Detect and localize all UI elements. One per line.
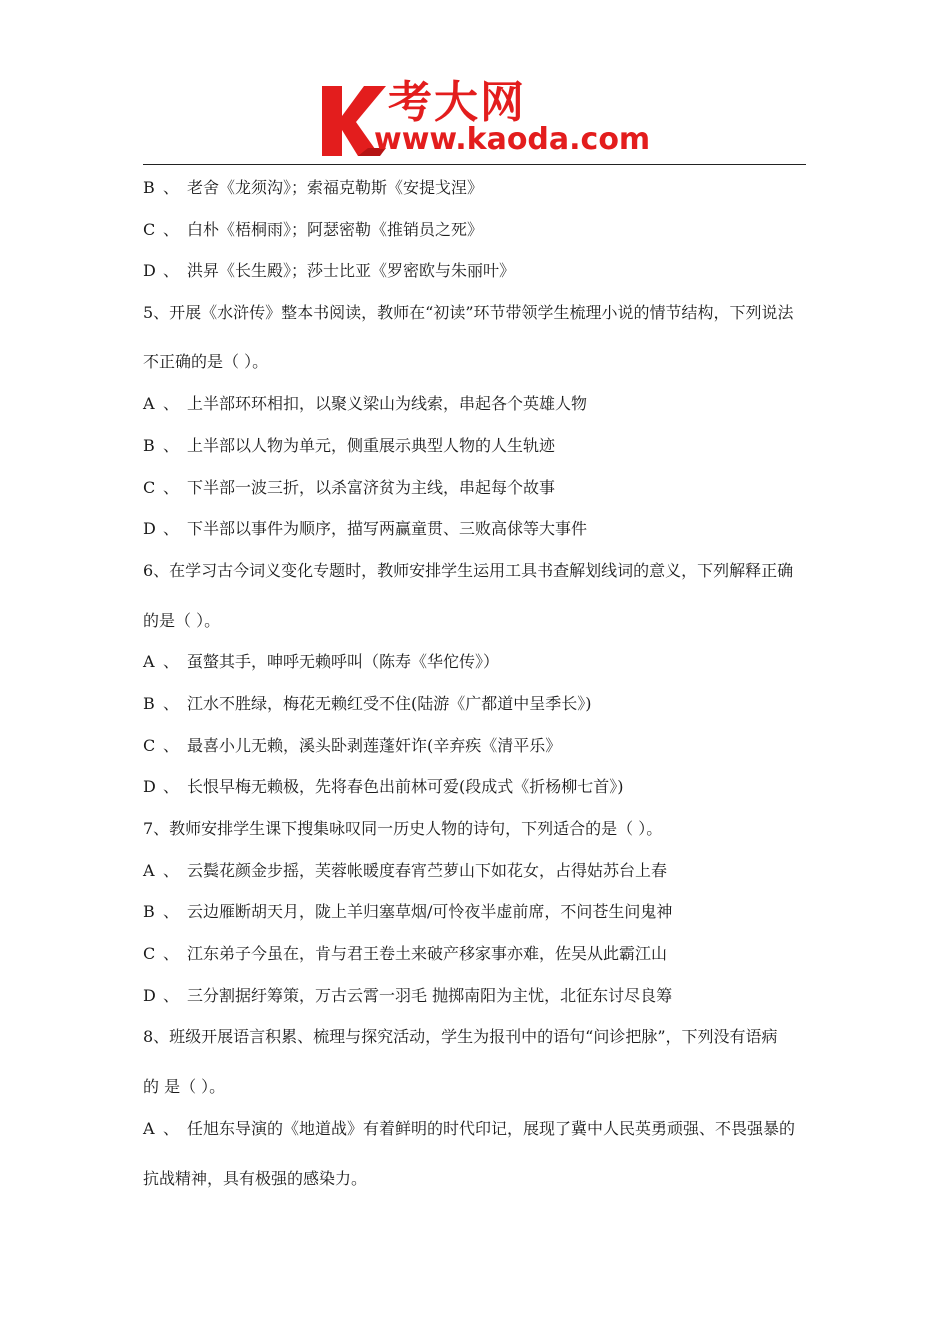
option-text: 老舍《龙须沟》；索福克勒斯《安提戈涅》 xyxy=(187,178,484,197)
option-line xyxy=(143,693,592,715)
option-separator: 、 xyxy=(163,220,180,239)
option-separator: 、 xyxy=(163,436,180,455)
option-text: 任旭东导演的《地道战》有着鲜明的时代印记，展现了冀中人民英勇顽强、不畏强暴的 xyxy=(187,1119,796,1138)
option-text: 虿螫其手，呻呼无赖呼叫（陈寿《华佗传》） xyxy=(187,652,500,671)
option-line xyxy=(143,901,672,923)
option-separator: 、 xyxy=(163,178,180,197)
option-letter: A xyxy=(143,1119,155,1138)
question-text: 的 是（ ）。 xyxy=(143,1077,226,1096)
option-letter: C xyxy=(143,220,156,239)
option-separator: 、 xyxy=(163,736,180,755)
option-text: 下半部一波三折，以杀富济贫为主线，串起每个故事 xyxy=(187,478,556,497)
question-text: 5、开展《水浒传》整本书阅读，教师在“初读”环节带领学生梳理小说的情节结构，下列说法 xyxy=(143,303,794,322)
option-line xyxy=(143,943,667,965)
option-letter: D xyxy=(143,986,156,1005)
option-text: 三分割据纡筹策，万古云霄一羽毛 抛掷南阳为主忧，北征东讨尽良筹 xyxy=(187,986,673,1005)
option-line xyxy=(143,177,483,199)
option-line xyxy=(143,219,483,241)
option-separator: 、 xyxy=(163,652,180,671)
option-letter: B xyxy=(143,902,155,921)
option-letter: C xyxy=(143,478,156,497)
question-text: 不正确的是（ ）。 xyxy=(143,352,269,371)
option-line xyxy=(143,1118,795,1140)
option-separator: 、 xyxy=(163,519,180,538)
option-separator: 、 xyxy=(163,861,180,880)
header-divider xyxy=(143,164,806,165)
option-line xyxy=(143,518,587,540)
option-letter: C xyxy=(143,736,156,755)
option-line xyxy=(143,477,555,499)
option-text: 上半部环环相扣，以聚义梁山为线索，串起各个英雄人物 xyxy=(187,394,588,413)
option-letter: D xyxy=(143,261,156,280)
option-line xyxy=(143,860,667,882)
option-continuation: 抗战精神，具有极强的感染力。 xyxy=(143,1169,368,1188)
option-text: 上半部以人物为单元，侧重展示典型人物的人生轨迹 xyxy=(187,436,556,455)
option-separator: 、 xyxy=(163,394,180,413)
option-separator: 、 xyxy=(163,902,180,921)
option-letter: B xyxy=(143,694,155,713)
option-text: 云鬓花颜金步摇，芙蓉帐暖度春宵苎萝山下如花女，占得姑苏台上春 xyxy=(187,861,668,880)
option-text: 云边雁断胡天月，陇上羊归塞草烟/可怜夜半虚前席，不问苍生问鬼神 xyxy=(187,902,673,921)
option-separator: 、 xyxy=(163,1119,180,1138)
question-text: 6、在学习古今词义变化专题时，教师安排学生运用工具书查解划线词的意义，下列解释正确 xyxy=(143,561,794,580)
option-text: 洪昇《长生殿》；莎士比亚《罗密欧与朱丽叶》 xyxy=(187,261,516,280)
option-text: 江水不胜绿，梅花无赖红受不住(陆游《广都道中呈季长》) xyxy=(187,694,592,713)
option-letter: A xyxy=(143,394,155,413)
option-separator: 、 xyxy=(163,777,180,796)
option-separator: 、 xyxy=(163,478,180,497)
option-letter: B xyxy=(143,436,155,455)
option-text: 最喜小儿无赖，溪头卧剥莲蓬奸诈(辛弃疾《清平乐》 xyxy=(187,736,562,755)
option-separator: 、 xyxy=(163,694,180,713)
option-separator: 、 xyxy=(163,986,180,1005)
question-text: 8、班级开展语言积累、梳理与探究活动，学生为报刊中的语句“问诊把脉”，下列没有语病 xyxy=(143,1027,778,1046)
option-letter: C xyxy=(143,944,156,963)
option-text: 白朴《梧桐雨》；阿瑟密勒《推销员之死》 xyxy=(187,220,484,239)
option-line xyxy=(143,735,561,757)
option-letter: B xyxy=(143,178,155,197)
question-text: 7、教师安排学生课下搜集咏叹同一历史人物的诗句，下列适合的是（ ）。 xyxy=(143,819,663,838)
site-logo[interactable] xyxy=(318,77,651,160)
question-text: 的是（ ）。 xyxy=(143,611,221,630)
option-separator: 、 xyxy=(163,261,180,280)
option-text: 下半部以事件为顺序，描写两赢童贯、三败高俅等大事件 xyxy=(187,519,588,538)
option-line xyxy=(143,651,499,673)
option-line xyxy=(143,260,515,282)
option-letter: A xyxy=(143,652,155,671)
option-line xyxy=(143,393,587,415)
logo-title: 考大网 xyxy=(388,77,526,128)
option-line xyxy=(143,985,672,1007)
option-letter: A xyxy=(143,861,155,880)
option-text: 长恨早梅无赖极，先将春色出前林可爱(段成式《折杨柳七首》) xyxy=(187,777,624,796)
option-text: 江东弟子今虽在，肯与君王卷土来破产移家事亦难，佐吴从此霸江山 xyxy=(187,944,668,963)
option-letter: D xyxy=(143,777,156,796)
option-line xyxy=(143,435,555,457)
option-line xyxy=(143,776,624,798)
option-letter: D xyxy=(143,519,156,538)
option-separator: 、 xyxy=(163,944,180,963)
logo-url[interactable]: www.kaoda.com xyxy=(374,122,651,157)
